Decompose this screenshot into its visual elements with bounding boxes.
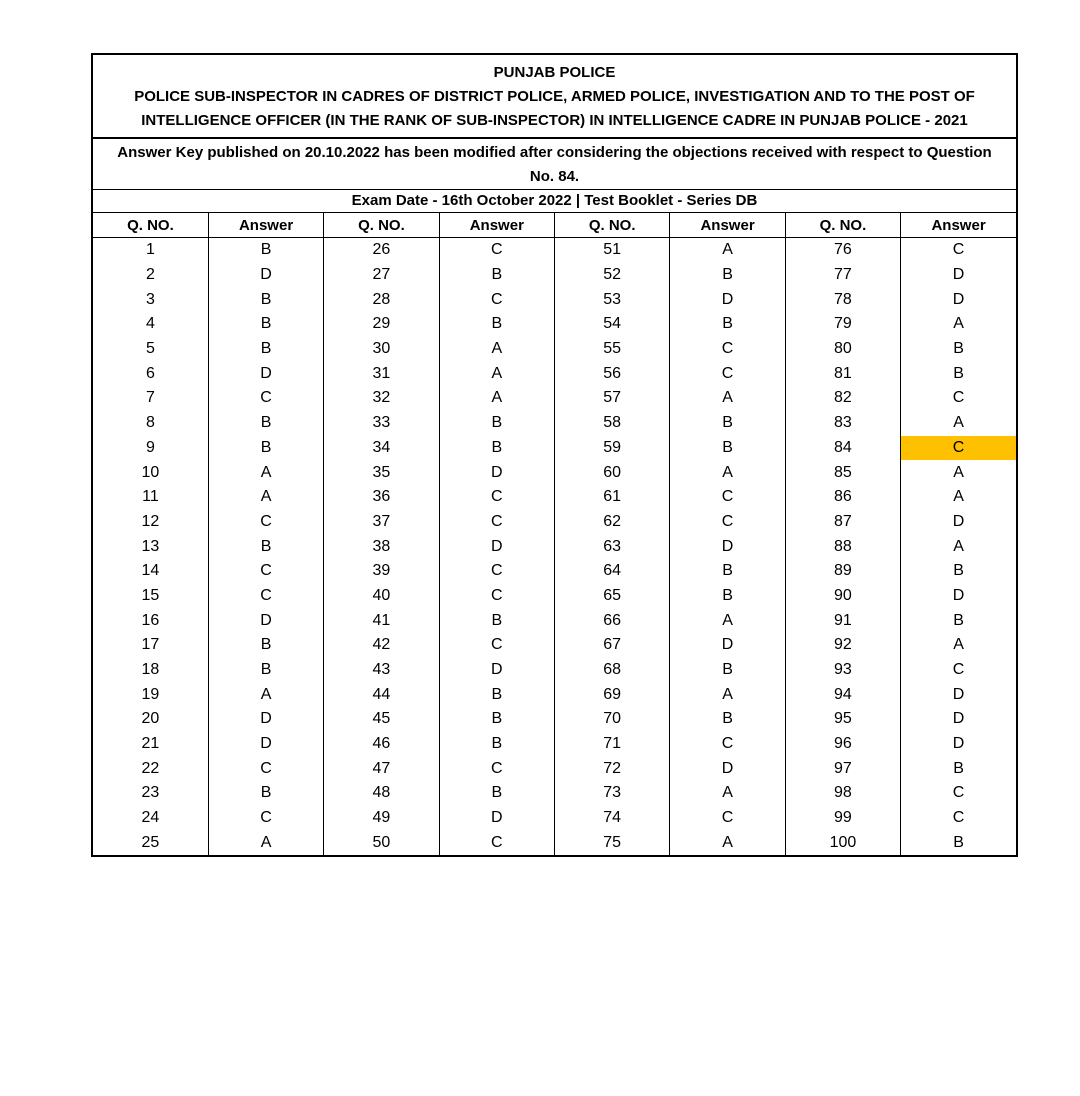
answer-cell: C bbox=[439, 831, 554, 856]
question-number-cell: 70 bbox=[555, 707, 670, 732]
question-number-cell: 1 bbox=[93, 238, 208, 263]
question-number-cell: 64 bbox=[555, 559, 670, 584]
question-number-cell: 75 bbox=[555, 831, 670, 856]
table-row bbox=[93, 806, 1016, 831]
table-row bbox=[93, 436, 1016, 461]
table-row bbox=[93, 485, 1016, 510]
question-number-cell: 30 bbox=[324, 337, 439, 362]
table-body bbox=[93, 238, 1016, 856]
answer-cell: C bbox=[439, 238, 554, 263]
question-number-cell: 43 bbox=[324, 658, 439, 683]
question-number-cell: 44 bbox=[324, 682, 439, 707]
question-number-cell: 28 bbox=[324, 287, 439, 312]
column-header-answer: Answer bbox=[670, 213, 785, 238]
answer-cell: C bbox=[670, 337, 785, 362]
answer-cell: A bbox=[670, 608, 785, 633]
question-number-cell: 66 bbox=[555, 608, 670, 633]
question-number-cell: 29 bbox=[324, 312, 439, 337]
question-number-cell: 54 bbox=[555, 312, 670, 337]
answer-cell: D bbox=[208, 707, 323, 732]
answer-cell: B bbox=[670, 263, 785, 288]
question-number-cell: 93 bbox=[785, 658, 900, 683]
answer-cell: B bbox=[439, 436, 554, 461]
answer-cell: D bbox=[208, 263, 323, 288]
question-number-cell: 49 bbox=[324, 806, 439, 831]
answer-cell: D bbox=[952, 586, 965, 604]
answer-cell: C bbox=[952, 784, 965, 802]
answer-key-sheet bbox=[91, 53, 1018, 857]
answer-cell: B bbox=[208, 238, 323, 263]
question-number-cell: 31 bbox=[324, 361, 439, 386]
column-header-qno: Q. NO. bbox=[93, 213, 208, 238]
question-number-cell: 59 bbox=[555, 436, 670, 461]
answer-cell: C bbox=[439, 584, 554, 609]
answer-cell: C bbox=[439, 756, 554, 781]
question-number-cell: 65 bbox=[555, 584, 670, 609]
question-number-cell: 78 bbox=[785, 287, 900, 312]
table-row bbox=[93, 510, 1016, 535]
table-row bbox=[93, 287, 1016, 312]
answer-cell: A bbox=[670, 682, 785, 707]
answer-cell: B bbox=[670, 436, 785, 461]
question-number-cell: 42 bbox=[324, 633, 439, 658]
question-number-cell: 20 bbox=[93, 707, 208, 732]
answer-cell: A bbox=[670, 386, 785, 411]
question-number-cell: 52 bbox=[555, 263, 670, 288]
answer-cell: C bbox=[208, 756, 323, 781]
question-number-cell: 2 bbox=[93, 263, 208, 288]
question-number-cell: 16 bbox=[93, 608, 208, 633]
question-number-cell: 55 bbox=[555, 337, 670, 362]
answer-cell: C bbox=[439, 559, 554, 584]
question-number-cell: 81 bbox=[785, 361, 900, 386]
question-number-cell: 79 bbox=[785, 312, 900, 337]
table-row bbox=[93, 633, 1016, 658]
question-number-cell: 94 bbox=[785, 682, 900, 707]
question-number-cell: 22 bbox=[93, 756, 208, 781]
question-number-cell: 73 bbox=[555, 781, 670, 806]
table-row bbox=[93, 658, 1016, 683]
question-number-cell: 83 bbox=[785, 411, 900, 436]
question-number-cell: 24 bbox=[93, 806, 208, 831]
table-row bbox=[93, 312, 1016, 337]
answer-cell: B bbox=[208, 411, 323, 436]
answer-cell: C bbox=[670, 361, 785, 386]
table-header-row bbox=[93, 213, 1016, 238]
exam-date-series: Exam Date - 16th October 2022 | Test Booklet - Series DB bbox=[93, 190, 1016, 213]
answer-cell: A bbox=[439, 386, 554, 411]
answer-key-table bbox=[93, 213, 1016, 855]
question-number-cell: 14 bbox=[93, 559, 208, 584]
answer-cell: B bbox=[670, 658, 785, 683]
column-header-answer: Answer bbox=[901, 213, 1016, 238]
document-header bbox=[93, 55, 1016, 139]
question-number-cell: 7 bbox=[93, 386, 208, 411]
answer-cell: B bbox=[953, 364, 964, 382]
question-number-cell: 58 bbox=[555, 411, 670, 436]
answer-cell: B bbox=[208, 287, 323, 312]
answer-cell: A bbox=[953, 463, 964, 481]
answer-cell: A bbox=[208, 485, 323, 510]
answer-cell: D bbox=[208, 608, 323, 633]
answer-cell: A bbox=[439, 361, 554, 386]
answer-cell: C bbox=[670, 732, 785, 757]
question-number-cell: 4 bbox=[93, 312, 208, 337]
answer-cell: B bbox=[439, 732, 554, 757]
question-number-cell: 41 bbox=[324, 608, 439, 633]
answer-cell: A bbox=[953, 315, 964, 333]
question-number-cell: 6 bbox=[93, 361, 208, 386]
answer-cell: A bbox=[208, 682, 323, 707]
answer-cell: C bbox=[952, 241, 965, 259]
answer-cell: D bbox=[208, 361, 323, 386]
answer-cell: B bbox=[670, 411, 785, 436]
question-number-cell: 39 bbox=[324, 559, 439, 584]
table-row bbox=[93, 263, 1016, 288]
question-number-cell: 62 bbox=[555, 510, 670, 535]
answer-cell: A bbox=[953, 537, 964, 555]
answer-cell: A bbox=[670, 238, 785, 263]
table-row bbox=[93, 732, 1016, 757]
answer-cell: C bbox=[208, 584, 323, 609]
answer-cell: D bbox=[952, 710, 965, 728]
answer-cell-highlighted: C bbox=[901, 436, 1016, 461]
answer-cell: B bbox=[439, 608, 554, 633]
answer-cell: C bbox=[439, 485, 554, 510]
table-row bbox=[93, 361, 1016, 386]
question-number-cell: 32 bbox=[324, 386, 439, 411]
answer-cell: C bbox=[439, 510, 554, 535]
table-row bbox=[93, 756, 1016, 781]
answer-cell: D bbox=[439, 658, 554, 683]
question-number-cell: 97 bbox=[785, 756, 900, 781]
question-number-cell: 9 bbox=[93, 436, 208, 461]
question-number-cell: 72 bbox=[555, 756, 670, 781]
answer-cell: D bbox=[952, 512, 965, 530]
question-number-cell: 80 bbox=[785, 337, 900, 362]
org-title: PUNJAB POLICE bbox=[493, 64, 616, 81]
question-number-cell: 60 bbox=[555, 460, 670, 485]
question-number-cell: 33 bbox=[324, 411, 439, 436]
answer-cell: B bbox=[208, 658, 323, 683]
question-number-cell: 10 bbox=[93, 460, 208, 485]
question-number-cell: 11 bbox=[93, 485, 208, 510]
answer-cell: D bbox=[208, 732, 323, 757]
answer-cell: B bbox=[208, 436, 323, 461]
answer-cell: B bbox=[208, 534, 323, 559]
answer-cell: B bbox=[439, 682, 554, 707]
answer-cell: D bbox=[952, 685, 965, 703]
question-number-cell: 76 bbox=[785, 238, 900, 263]
question-number-cell: 21 bbox=[93, 732, 208, 757]
column-header-qno: Q. NO. bbox=[555, 213, 670, 238]
question-number-cell: 18 bbox=[93, 658, 208, 683]
question-number-cell: 96 bbox=[785, 732, 900, 757]
question-number-cell: 99 bbox=[785, 806, 900, 831]
question-number-cell: 77 bbox=[785, 263, 900, 288]
question-number-cell: 40 bbox=[324, 584, 439, 609]
question-number-cell: 95 bbox=[785, 707, 900, 732]
modification-notice bbox=[93, 139, 1016, 190]
question-number-cell: 47 bbox=[324, 756, 439, 781]
answer-cell: D bbox=[670, 534, 785, 559]
answer-cell: B bbox=[953, 759, 964, 777]
answer-cell: B bbox=[208, 312, 323, 337]
answer-cell: C bbox=[208, 386, 323, 411]
table-row bbox=[93, 682, 1016, 707]
answer-cell: B bbox=[439, 263, 554, 288]
answer-cell: C bbox=[439, 633, 554, 658]
answer-cell: B bbox=[953, 833, 964, 851]
answer-cell: B bbox=[439, 312, 554, 337]
question-number-cell: 61 bbox=[555, 485, 670, 510]
question-number-cell: 90 bbox=[785, 584, 900, 609]
answer-cell: D bbox=[952, 290, 965, 308]
answer-cell: B bbox=[670, 584, 785, 609]
question-number-cell: 86 bbox=[785, 485, 900, 510]
answer-cell: A bbox=[670, 781, 785, 806]
question-number-cell: 67 bbox=[555, 633, 670, 658]
answer-cell: C bbox=[952, 389, 965, 407]
question-number-cell: 85 bbox=[785, 460, 900, 485]
question-number-cell: 89 bbox=[785, 559, 900, 584]
answer-cell: D bbox=[952, 266, 965, 284]
table-row bbox=[93, 534, 1016, 559]
answer-cell: A bbox=[439, 337, 554, 362]
answer-cell: C bbox=[952, 661, 965, 679]
answer-cell: A bbox=[953, 488, 964, 506]
question-number-cell: 56 bbox=[555, 361, 670, 386]
exam-title-line1: POLICE SUB-INSPECTOR IN CADRES OF DISTRICT POLICE, ARMED POLICE, INVESTIGATION AND TO THE POST OF bbox=[134, 88, 975, 105]
question-number-cell: 82 bbox=[785, 386, 900, 411]
table-row bbox=[93, 460, 1016, 485]
question-number-cell: 87 bbox=[785, 510, 900, 535]
table-row bbox=[93, 559, 1016, 584]
table-row bbox=[93, 411, 1016, 436]
question-number-cell: 50 bbox=[324, 831, 439, 856]
question-number-cell: 35 bbox=[324, 460, 439, 485]
question-number-cell: 57 bbox=[555, 386, 670, 411]
answer-cell: B bbox=[208, 781, 323, 806]
table-row bbox=[93, 707, 1016, 732]
question-number-cell: 13 bbox=[93, 534, 208, 559]
answer-cell: D bbox=[952, 735, 965, 753]
question-number-cell: 48 bbox=[324, 781, 439, 806]
question-number-cell: 25 bbox=[93, 831, 208, 856]
question-number-cell: 27 bbox=[324, 263, 439, 288]
question-number-cell: 38 bbox=[324, 534, 439, 559]
answer-cell: C bbox=[670, 510, 785, 535]
question-number-cell: 45 bbox=[324, 707, 439, 732]
answer-cell: B bbox=[439, 707, 554, 732]
answer-cell: B bbox=[208, 633, 323, 658]
answer-cell: A bbox=[670, 831, 785, 856]
question-number-cell: 26 bbox=[324, 238, 439, 263]
answer-cell: D bbox=[670, 633, 785, 658]
question-number-cell: 36 bbox=[324, 485, 439, 510]
answer-cell: C bbox=[208, 510, 323, 535]
notice-line1: Answer Key published on 20.10.2022 has been modified after considering the objections received with respect to Question bbox=[117, 144, 992, 161]
answer-cell: C bbox=[670, 806, 785, 831]
question-number-cell: 5 bbox=[93, 337, 208, 362]
question-number-cell: 98 bbox=[785, 781, 900, 806]
question-number-cell: 23 bbox=[93, 781, 208, 806]
question-number-cell: 92 bbox=[785, 633, 900, 658]
question-number-cell: 69 bbox=[555, 682, 670, 707]
table-row bbox=[93, 386, 1016, 411]
answer-cell: B bbox=[670, 559, 785, 584]
question-number-cell: 46 bbox=[324, 732, 439, 757]
answer-cell: D bbox=[439, 806, 554, 831]
answer-cell: A bbox=[670, 460, 785, 485]
question-number-cell: 100 bbox=[785, 831, 900, 856]
table-row bbox=[93, 584, 1016, 609]
answer-cell: A bbox=[953, 636, 964, 654]
answer-cell: C bbox=[952, 809, 965, 827]
question-number-cell: 37 bbox=[324, 510, 439, 535]
answer-cell: D bbox=[439, 460, 554, 485]
answer-cell: B bbox=[670, 312, 785, 337]
table-row bbox=[93, 337, 1016, 362]
table-row bbox=[93, 238, 1016, 263]
notice-line2: No. 84. bbox=[529, 168, 580, 185]
answer-cell: B bbox=[439, 781, 554, 806]
answer-cell: B bbox=[208, 337, 323, 362]
column-header-qno: Q. NO. bbox=[324, 213, 439, 238]
question-number-cell: 51 bbox=[555, 238, 670, 263]
question-number-cell: 15 bbox=[93, 584, 208, 609]
question-number-cell: 34 bbox=[324, 436, 439, 461]
question-number-cell: 88 bbox=[785, 534, 900, 559]
question-number-cell: 17 bbox=[93, 633, 208, 658]
column-header-qno: Q. NO. bbox=[785, 213, 900, 238]
question-number-cell: 53 bbox=[555, 287, 670, 312]
question-number-cell: 8 bbox=[93, 411, 208, 436]
answer-cell: D bbox=[439, 534, 554, 559]
column-header-answer: Answer bbox=[439, 213, 554, 238]
answer-cell: B bbox=[670, 707, 785, 732]
table-row bbox=[93, 831, 1016, 856]
table-row bbox=[93, 608, 1016, 633]
question-number-cell: 63 bbox=[555, 534, 670, 559]
answer-cell: D bbox=[670, 756, 785, 781]
answer-cell: D bbox=[670, 287, 785, 312]
question-number-cell: 91 bbox=[785, 608, 900, 633]
column-header-answer: Answer bbox=[208, 213, 323, 238]
answer-cell: C bbox=[208, 559, 323, 584]
answer-cell: A bbox=[208, 831, 323, 856]
table-row bbox=[93, 781, 1016, 806]
answer-cell: C bbox=[208, 806, 323, 831]
question-number-cell: 71 bbox=[555, 732, 670, 757]
answer-cell: A bbox=[953, 414, 964, 432]
answer-cell: C bbox=[670, 485, 785, 510]
question-number-cell: 19 bbox=[93, 682, 208, 707]
answer-cell: B bbox=[953, 562, 964, 580]
question-number-cell: 12 bbox=[93, 510, 208, 535]
question-number-cell: 84 bbox=[785, 436, 900, 461]
question-number-cell: 68 bbox=[555, 658, 670, 683]
answer-cell: C bbox=[439, 287, 554, 312]
answer-cell: B bbox=[439, 411, 554, 436]
question-number-cell: 74 bbox=[555, 806, 670, 831]
question-number-cell: 3 bbox=[93, 287, 208, 312]
answer-cell: B bbox=[953, 340, 964, 358]
answer-cell: B bbox=[953, 611, 964, 629]
exam-title-line2: INTELLIGENCE OFFICER (IN THE RANK OF SUB-INSPECTOR) IN INTELLIGENCE CADRE IN PUNJAB POLICE - 2021 bbox=[141, 112, 968, 129]
answer-cell: A bbox=[208, 460, 323, 485]
